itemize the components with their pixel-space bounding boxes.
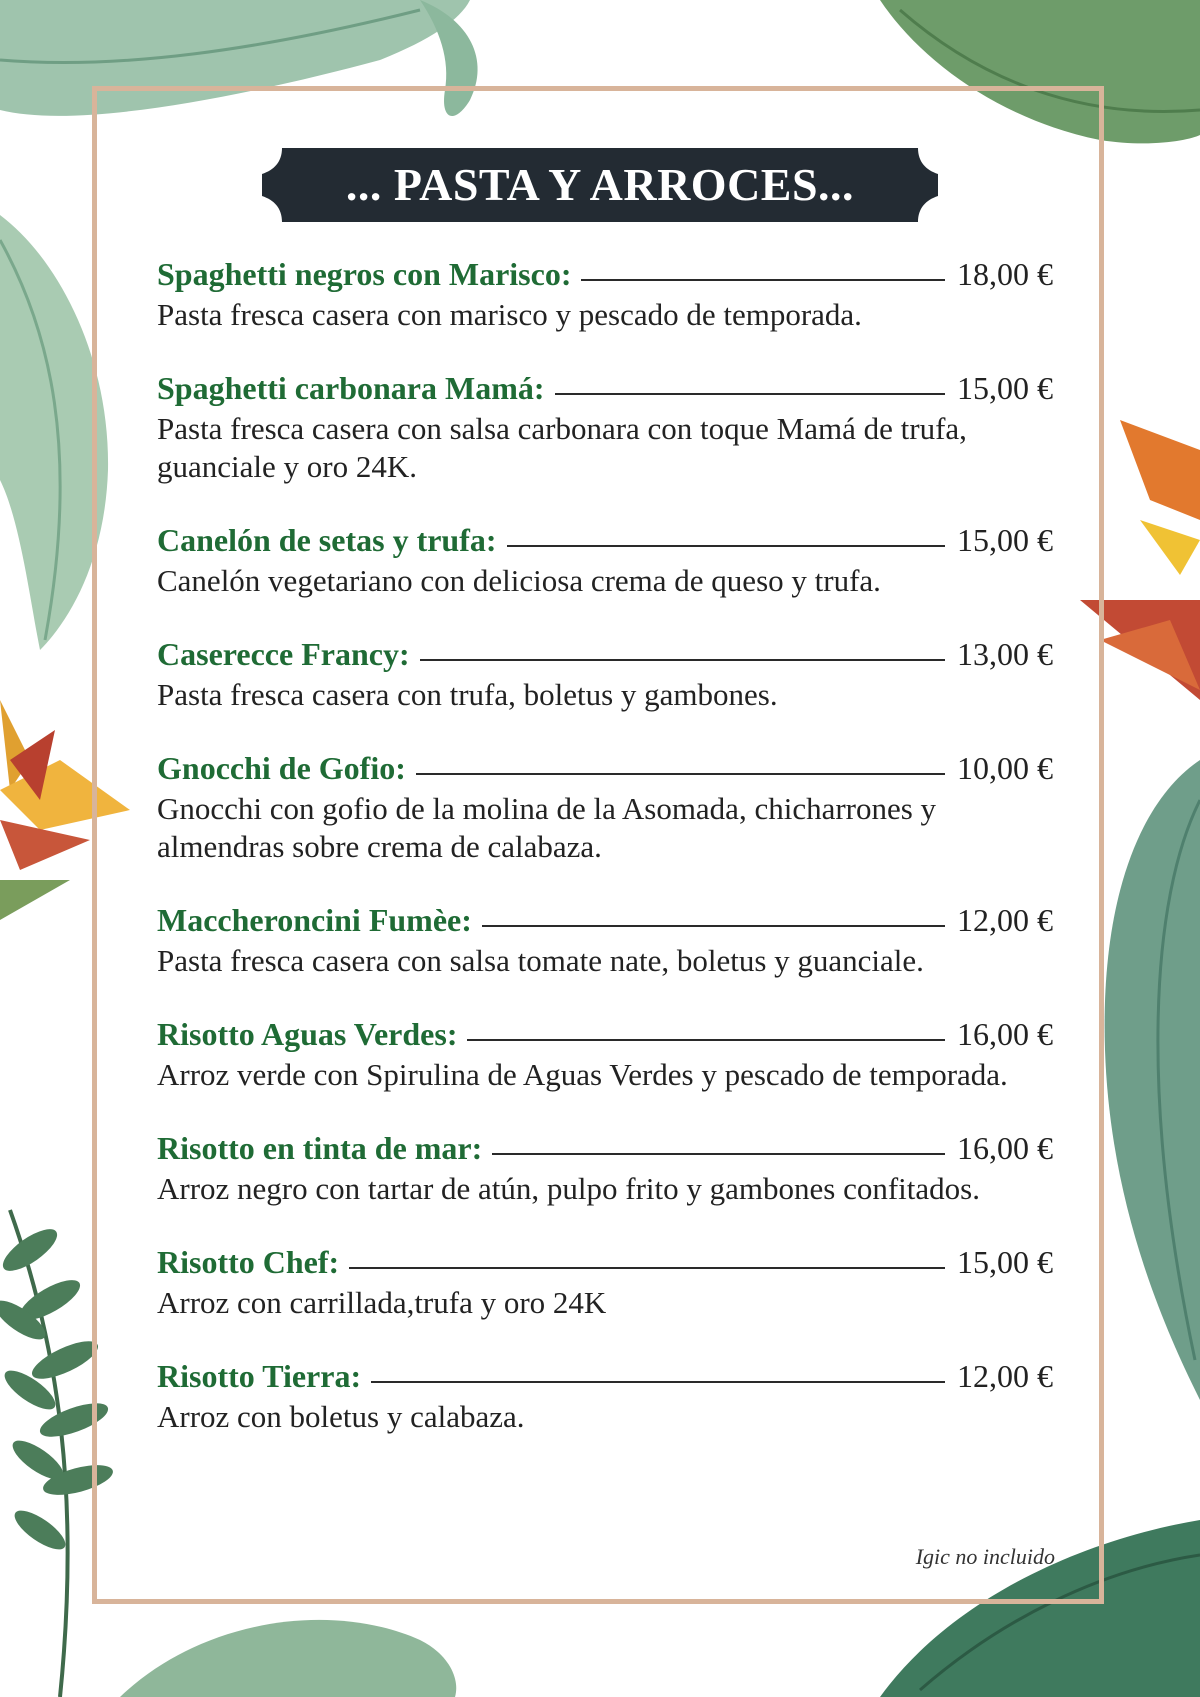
- dish-description: Canelón vegetariano con deliciosa crema de queso y trufa.: [157, 563, 881, 598]
- dish-description: Arroz verde con Spirulina de Aguas Verdes y pescado de temporada.: [157, 1057, 1008, 1092]
- page-title: ... PASTA Y ARROCES...: [345, 159, 855, 210]
- dish-description: Gnocchi con gofio de la molina de la Asomada, chicharrones y almendras sobre crema de calabaza.: [157, 791, 937, 864]
- leader-line: [581, 279, 945, 281]
- dish-price: 13,00 €: [957, 636, 1053, 672]
- dish-price: 12,00 €: [957, 1358, 1053, 1394]
- dish-name: Spaghetti carbonara Mamá:: [157, 370, 545, 406]
- dish-name: Caserecce Francy:: [157, 636, 410, 672]
- menu-item: [157, 750, 1053, 866]
- menu-item-header: [157, 636, 1053, 676]
- dish-price: 18,00 €: [957, 256, 1053, 292]
- dish-name: Gnocchi de Gofio:: [157, 750, 406, 786]
- menu-item: [157, 636, 1053, 714]
- menu-list: [157, 256, 1053, 1472]
- menu-item: [157, 370, 1053, 486]
- menu-item-header: [157, 1244, 1053, 1284]
- dish-price: 15,00 €: [957, 1244, 1053, 1280]
- menu-item-header: [157, 370, 1053, 410]
- dish-name: Risotto en tinta de mar:: [157, 1130, 483, 1166]
- menu-item-header: [157, 1130, 1053, 1170]
- dish-name: Maccheroncini Fumèe:: [157, 902, 472, 938]
- leader-line: [371, 1381, 945, 1383]
- leader-line: [492, 1153, 945, 1155]
- dish-price: 10,00 €: [957, 750, 1053, 786]
- menu-item: [157, 256, 1053, 334]
- leader-line: [482, 925, 945, 927]
- menu-item: [157, 1130, 1053, 1208]
- menu-item-header: [157, 750, 1053, 790]
- menu-item-header: [157, 902, 1053, 942]
- dish-price: 15,00 €: [957, 522, 1053, 558]
- dish-description: Pasta fresca casera con trufa, boletus y gambones.: [157, 677, 778, 712]
- menu-item: [157, 902, 1053, 980]
- menu-item: [157, 1016, 1053, 1094]
- leader-line: [416, 773, 945, 775]
- dish-price: 16,00 €: [957, 1130, 1053, 1166]
- dish-name: Risotto Aguas Verdes:: [157, 1016, 458, 1052]
- leaf-right-lower: [1105, 760, 1200, 1400]
- tax-note: Igic no incluido: [915, 1544, 1055, 1569]
- leader-line: [349, 1267, 945, 1269]
- dish-price: 16,00 €: [957, 1016, 1053, 1052]
- dish-name: Spaghetti negros con Marisco:: [157, 256, 572, 292]
- dish-price: 12,00 €: [957, 902, 1053, 938]
- leaf-bottom-center: [120, 1620, 456, 1697]
- menu-item: [157, 1358, 1053, 1436]
- dish-description: Arroz con carrillada,trufa y oro 24K: [157, 1285, 607, 1320]
- menu-item-header: [157, 1358, 1053, 1398]
- dish-description: Pasta fresca casera con marisco y pescado de temporada.: [157, 297, 862, 332]
- leader-line: [467, 1039, 945, 1041]
- dish-description: Arroz negro con tartar de atún, pulpo frito y gambones confitados.: [157, 1171, 980, 1206]
- dish-description: Pasta fresca casera con salsa carbonara con toque Mamá de trufa, guanciale y oro 24K.: [157, 411, 967, 484]
- menu-item-header: [157, 522, 1053, 562]
- menu-item: [157, 1244, 1053, 1322]
- leader-line: [555, 393, 945, 395]
- leader-line: [420, 659, 945, 661]
- menu-item: [157, 522, 1053, 600]
- menu-item-header: [157, 1016, 1053, 1056]
- dish-description: Pasta fresca casera con salsa tomate nate, boletus y guanciale.: [157, 943, 924, 978]
- dish-name: Risotto Tierra:: [157, 1358, 362, 1394]
- title-banner: [262, 148, 938, 222]
- dish-price: 15,00 €: [957, 370, 1053, 406]
- dish-description: Arroz con boletus y calabaza.: [157, 1399, 525, 1434]
- leader-line: [507, 545, 945, 547]
- dish-name: Risotto Chef:: [157, 1244, 340, 1280]
- dish-name: Canelón de setas y trufa:: [157, 522, 497, 558]
- menu-item-header: [157, 256, 1053, 296]
